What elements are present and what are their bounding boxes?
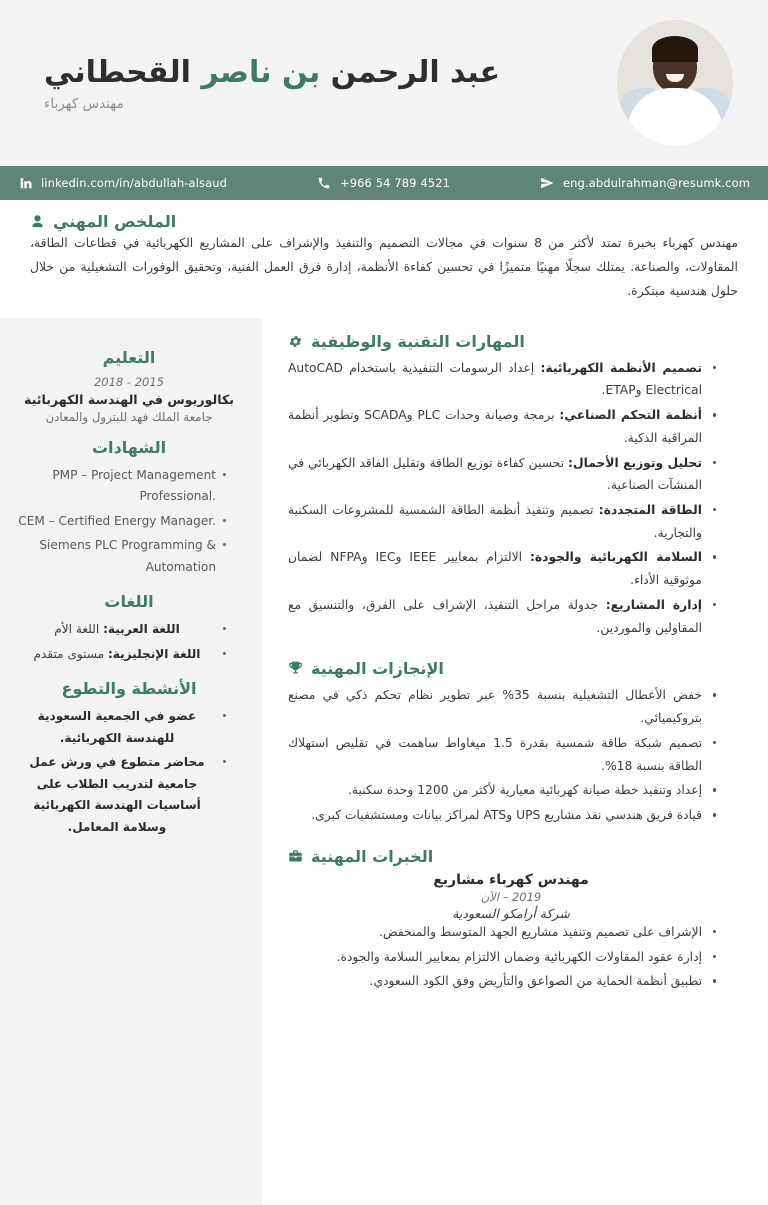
experience-dates: 2019 – الآن — [480, 889, 542, 904]
achievements-list — [288, 684, 734, 826]
list-item: تصميم شبكة طاقة شمسية بقدرة 1.5 ميغاواط ساهمت في تقليص استهلاك الطاقة بنسبة 18%. — [288, 732, 716, 777]
skills-section — [262, 318, 768, 640]
list-item: قيادة فريق هندسي نفذ مشاريع UPS وATS لمراكز بيانات ومستشفيات كبرى. — [288, 804, 716, 827]
skills-list — [288, 357, 734, 640]
experience-heading-label: الخبرات المهنية — [311, 846, 434, 866]
skills-heading-label: المهارات التقنية والوظيفية — [311, 331, 525, 351]
experience-role: مهندس كهرباء مشاريع — [433, 871, 589, 888]
name-part-2: القحطاني — [44, 54, 191, 90]
list-item: إدارة عقود المقاولات الكهربائية وضمان الالتزام بمعايير السلامة والجودة. — [288, 946, 716, 969]
email-text: eng.abdulrahman@resumk.com — [562, 176, 751, 190]
contact-linkedin[interactable] — [18, 176, 227, 191]
portrait-photo — [617, 20, 733, 146]
skills-heading — [288, 332, 734, 351]
summary-heading-label: الملخص المهني — [53, 212, 177, 231]
activities-list — [18, 706, 240, 838]
activities-heading: الأنشطة والتطوع — [61, 679, 197, 699]
linkedin-icon — [18, 176, 33, 191]
list-item: عضو في الجمعية السعودية للهندسة الكهربائية. — [18, 706, 226, 749]
certifications-list — [18, 465, 240, 579]
education-section — [18, 348, 240, 424]
briefcase-icon — [288, 849, 303, 864]
languages-heading: اللغات — [104, 592, 154, 612]
list-item: محاضر متطوع في ورش عمل جامعية لتدريب الطلاب على أساسيات الهندسة الكهربائية وسلامة المعامل. — [18, 752, 226, 838]
list-item: اللغة العربية: اللغة الأم — [18, 619, 226, 641]
list-item: السلامة الكهربائية والجودة: الالتزام بمعايير IEEE وIEC وNFPA لضمان موثوقية الأداء. — [288, 546, 716, 591]
list-item: تصميم الأنظمة الكهربائية: إعداد الرسومات التنفيذية باستخدام AutoCAD Electrical وETAP. — [288, 357, 716, 402]
achievements-heading-label: الإنجازات المهنية — [311, 659, 444, 679]
list-item: CEM – Certified Energy Manager. — [18, 511, 226, 533]
linkedin-text: linkedin.com/in/abdullah-alsaud — [41, 176, 228, 190]
resume-header — [0, 0, 768, 166]
experience-list — [288, 921, 734, 993]
candidate-name — [44, 54, 590, 92]
list-item: تطبيق أنظمة الحماية من الصواعق والتأريض وفق الكود السعودي. — [288, 970, 716, 993]
languages-section — [18, 592, 240, 665]
list-item: إعداد وتنفيذ خطة صيانة كهربائية معيارية لأكثر من 1200 وحدة سكنية. — [288, 779, 716, 802]
name-block — [0, 54, 616, 113]
list-item: Siemens PLC Programming & Automation — [18, 535, 226, 578]
summary-section — [0, 200, 768, 318]
contact-email[interactable] — [540, 176, 750, 191]
name-part-1: عبد الرحمن — [330, 54, 501, 90]
list-item: PMP – Project Management Professional. — [18, 465, 226, 508]
resume-body — [0, 318, 768, 1205]
education-dates: 2015 - 2018 — [93, 374, 165, 389]
experience-heading — [288, 847, 734, 866]
achievements-section — [262, 641, 768, 826]
certifications-section — [18, 438, 240, 579]
send-icon — [540, 176, 555, 191]
list-item: تحليل وتوزيع الأحمال: تحسين كفاءة توزيع الطاقة وتقليل الفاقد الكهربائي في المنشآت الصناعية. — [288, 452, 716, 497]
list-item: الإشراف على تصميم وتنفيذ مشاريع الجهد المتوسط والمنخفض. — [288, 921, 716, 944]
experience-entry — [288, 872, 734, 921]
person-icon — [30, 214, 45, 229]
list-item: خفض الأعطال التشغيلية بنسبة 35% عبر تطوير نظام تحكم ذكي في مصنع بتروكيميائي. — [288, 684, 716, 729]
languages-list — [18, 619, 240, 665]
experience-company: شركة أرامكو السعودية — [452, 905, 570, 921]
name-accent: بن ناصر — [201, 54, 321, 90]
sidebar — [0, 318, 262, 1205]
main-column — [262, 318, 768, 1205]
job-title: مهندس كهرباء — [44, 96, 124, 113]
education-heading: التعليم — [102, 347, 156, 367]
list-item: اللغة الإنجليزية: مستوى متقدم — [18, 644, 226, 666]
contact-phone[interactable] — [317, 176, 450, 191]
activities-section — [18, 679, 240, 838]
contact-bar — [0, 166, 768, 200]
experience-section — [262, 829, 768, 993]
certifications-heading: الشهادات — [91, 437, 167, 457]
list-item: الطاقة المتجددة: تصميم وتنفيذ أنظمة الطاقة الشمسية للمشروعات السكنية والتجارية. — [288, 499, 716, 544]
trophy-icon — [288, 661, 303, 676]
avatar — [616, 19, 734, 147]
phone-text: +966 54 789 4521 — [339, 176, 450, 190]
achievements-heading — [288, 659, 734, 678]
education-degree: بكالوريوس في الهندسة الكهربائية — [23, 391, 235, 407]
education-school: جامعة الملك فهد للبترول والمعادن — [45, 409, 213, 424]
summary-heading — [30, 212, 738, 231]
summary-text: مهندس كهرباء بخبرة تمتد لأكثر من 8 سنوات في مجالات التصميم والتنفيذ والإشراف على المشاريع الكهربائية في قطاعات الطاقة، المقاولات، والصناعة. يمتلك سجلًا مهنيًا متميزًا في تحسين كفاءة الأنظمة، إدارة فرق العمل الفنية، وتحقيق الوفورات التشغيلية من خلال حلول هندسية مبتكرة. — [30, 235, 738, 299]
list-item: أنظمة التحكم الصناعي: برمجة وصيانة وحدات PLC وSCADA وتطوير أنظمة المراقبة الذكية. — [288, 404, 716, 449]
gear-icon — [288, 334, 303, 349]
list-item: إدارة المشاريع: جدولة مراحل التنفيذ، الإشراف على الفرق، والتنسيق مع المقاولين والموردين. — [288, 594, 716, 639]
phone-icon — [317, 176, 332, 191]
